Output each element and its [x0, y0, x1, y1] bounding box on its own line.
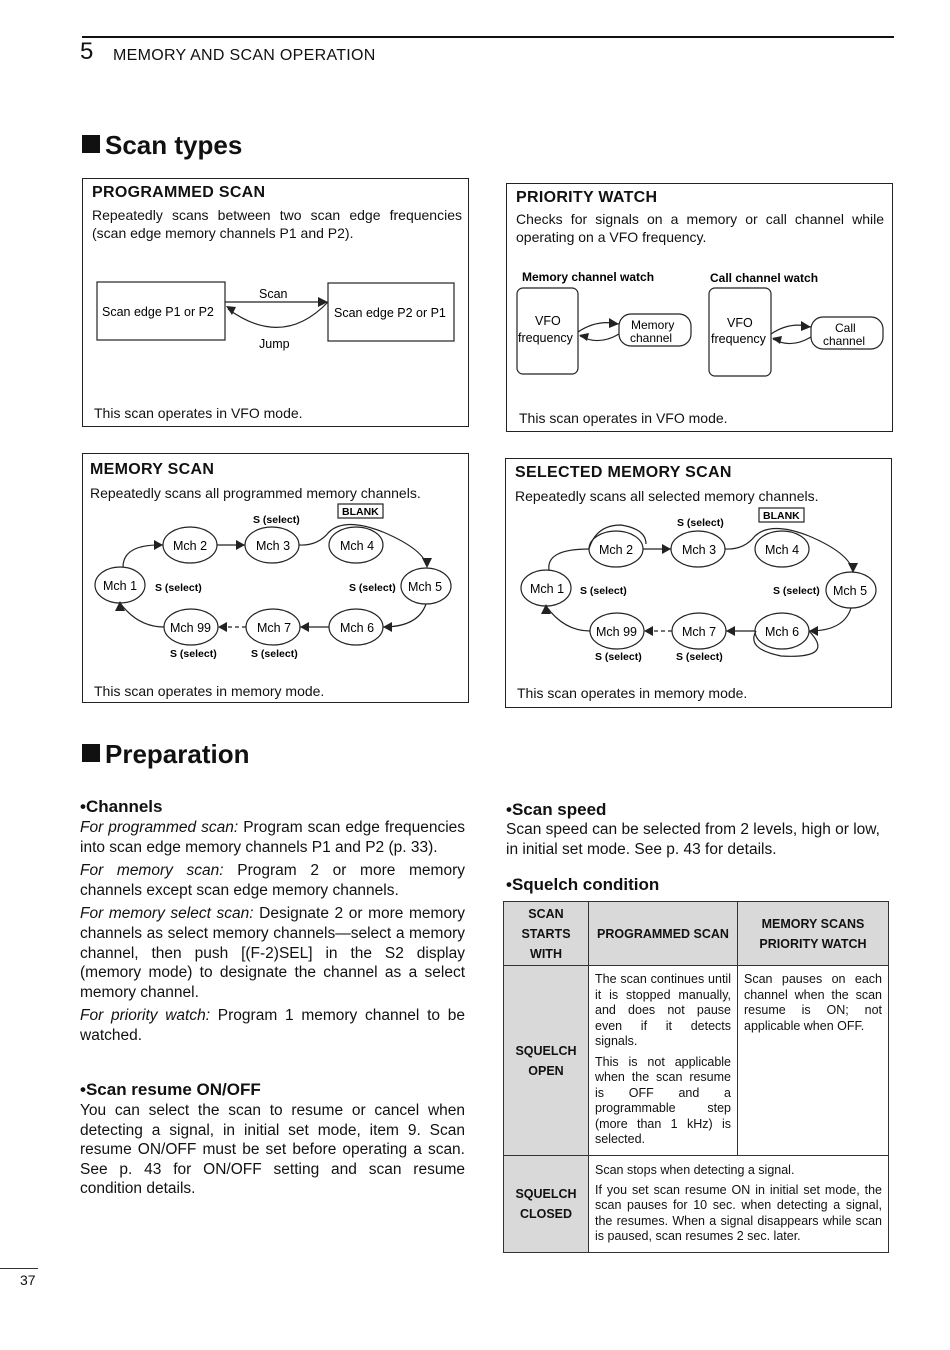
channels-subheading: •Channels	[80, 797, 163, 816]
programmed-scan-footer: This scan operates in VFO mode.	[94, 405, 303, 421]
mch2-label: Mch 2	[173, 539, 208, 553]
bullet-square-icon	[82, 744, 100, 762]
scan-edge-right-label: Scan edge P2 or P1	[334, 306, 446, 320]
select-label: S (select)	[251, 648, 298, 660]
squelch-closed-text: Scan stops when detecting a signal. If you set scan resume ON in initial set mode, the scan pauses for 10 sec. when detecting a signal, the resumes. When a signal disappears while scan is paused, scan resumes 2 sec. later.	[589, 1156, 889, 1253]
squelch-open-programmed: The scan continues until it is stopped manually, and does not pause even if it detects signals. This is not applicable when the scan resume is OFF and a programmable step (more than 1 kHz) is selected.	[589, 966, 738, 1156]
mch2-label: Mch 2	[599, 543, 634, 557]
priority-watch-title: PRIORITY WATCH	[516, 189, 658, 206]
squelch-table	[503, 901, 889, 1253]
scan-types-heading: Scan types	[82, 130, 242, 161]
select-label: S (select)	[253, 514, 300, 526]
page-number: 37	[20, 1272, 36, 1288]
mch7-label: Mch 7	[257, 621, 292, 635]
row-squelch-open: SQUELCH OPEN	[504, 966, 589, 1156]
priority-watch-desc: Checks for signals on a memory or call channel while operating on a VFO frequency.	[516, 211, 884, 245]
vfo-call-label-1: VFO	[727, 316, 753, 330]
col-programmed-scan: PROGRAMMED SCAN	[589, 902, 738, 966]
memory-scan-box	[82, 453, 469, 703]
col-memory-priority: MEMORY SCANS PRIORITY WATCH	[738, 902, 889, 966]
priority-watch-footer: This scan operates in VFO mode.	[519, 410, 728, 426]
squelch-open-memory: Scan pauses on each channel when the scan resume is ON; not applicable when OFF.	[738, 966, 889, 1156]
selected-scan-title: SELECTED MEMORY SCAN	[515, 464, 732, 481]
select-label: S (select)	[170, 648, 217, 660]
priority-watch-box	[506, 183, 893, 432]
scan-resume-text: You can select the scan to resume or cancel when detecting a signal, in initial set mode, item 9. Scan resume ON/OFF must be set before operating a scan. See p. 43 for ON/OFF setting and scan resume condition details.	[80, 1102, 465, 1198]
channels-text: For programmed scan: Program scan edge frequencies into scan edge memory channels P1 and P2 (p. 33). For memory scan: Program 2 or more memory channels except scan edge memory channels. For memory select scan: Designate 2 or more memory channels as select memory channels—select a memory channel, then push [(F-2)SEL] in the S2 display (memory mode) to designate the channel as a select memory channel. For priority watch: Program 1 memory channel to be watched.	[80, 819, 466, 1044]
memory-scan-desc: Repeatedly scans all programmed memory channels.	[90, 485, 421, 501]
vfo-call-label-2: frequency	[711, 332, 766, 346]
call-channel-label-1: Call	[835, 321, 856, 335]
memory-watch-label: Memory channel watch	[522, 270, 655, 284]
selected-scan-desc: Repeatedly scans all selected memory channels.	[515, 488, 819, 504]
mch6-label: Mch 6	[765, 625, 800, 639]
select-label: S (select)	[349, 582, 396, 594]
programmed-scan-title: PROGRAMMED SCAN	[92, 184, 266, 201]
memory-scan-title: MEMORY SCAN	[90, 461, 215, 478]
page-number-rule	[0, 1268, 38, 1269]
programmed-scan-diagram	[83, 179, 468, 426]
mch1-label: Mch 1	[530, 582, 565, 596]
chapter-title: MEMORY AND SCAN OPERATION	[113, 47, 376, 64]
bullet-square-icon	[82, 135, 100, 153]
mch3-label: Mch 3	[256, 539, 291, 553]
mch7-label: Mch 7	[682, 625, 717, 639]
blank-label: BLANK	[763, 510, 800, 522]
scan-arrow-head	[318, 297, 328, 307]
scan-speed-subheading: •Scan speed	[506, 800, 607, 819]
row-squelch-closed: SQUELCH CLOSED	[504, 1156, 589, 1253]
scan-speed-text: Scan speed can be selected from 2 levels, high or low, in initial set mode. See p. 43 for details.	[506, 821, 880, 858]
squelch-subheading: •Squelch condition	[506, 875, 660, 894]
header-rule	[82, 36, 894, 38]
scan-resume-subheading: •Scan resume ON/OFF	[80, 1080, 261, 1099]
scan-edge-left-label: Scan edge P1 or P2	[102, 305, 214, 319]
memory-scan-footer: This scan operates in memory mode.	[94, 683, 325, 699]
col-scan-starts: SCAN STARTS WITH	[504, 902, 589, 966]
vfo-label-1: VFO	[535, 314, 561, 328]
mch5-label: Mch 5	[833, 584, 868, 598]
select-label: S (select)	[595, 651, 642, 663]
select-label: S (select)	[773, 585, 820, 597]
select-label: S (select)	[676, 651, 723, 663]
memory-channel-label-1: Memory	[631, 318, 675, 332]
mch99-label: Mch 99	[596, 625, 637, 639]
scan-label: Scan	[259, 287, 288, 301]
blank-label: BLANK	[342, 506, 379, 518]
mch4-label: Mch 4	[340, 539, 375, 553]
mch1-label: Mch 1	[103, 579, 138, 593]
priority-watch-diagram	[507, 184, 892, 431]
select-label: S (select)	[155, 582, 202, 594]
select-label: S (select)	[580, 585, 627, 597]
mch3-label: Mch 3	[682, 543, 717, 557]
mch99-label: Mch 99	[170, 621, 211, 635]
programmed-scan-desc: Repeatedly scans between two scan edge frequencies (scan edge memory channels P1 and P2).	[92, 207, 462, 241]
chapter-number: 5	[80, 38, 94, 65]
jump-arrow-line	[228, 302, 328, 327]
programmed-scan-box	[82, 178, 469, 427]
preparation-heading: Preparation	[82, 739, 250, 770]
selected-memory-scan-box	[505, 458, 892, 708]
memory-channel-label-2: channel	[630, 331, 673, 345]
vfo-label-2: frequency	[518, 331, 573, 345]
selected-scan-diagram	[506, 459, 891, 707]
mch4-label: Mch 4	[765, 543, 800, 557]
mch5-label: Mch 5	[408, 580, 443, 594]
selected-scan-footer: This scan operates in memory mode.	[517, 685, 748, 701]
call-channel-label-2: channel	[823, 334, 866, 348]
memory-scan-diagram	[83, 454, 468, 702]
mch6-label: Mch 6	[340, 621, 375, 635]
call-watch-label: Call channel watch	[710, 271, 819, 285]
jump-label: Jump	[259, 337, 290, 351]
select-label: S (select)	[677, 517, 724, 529]
